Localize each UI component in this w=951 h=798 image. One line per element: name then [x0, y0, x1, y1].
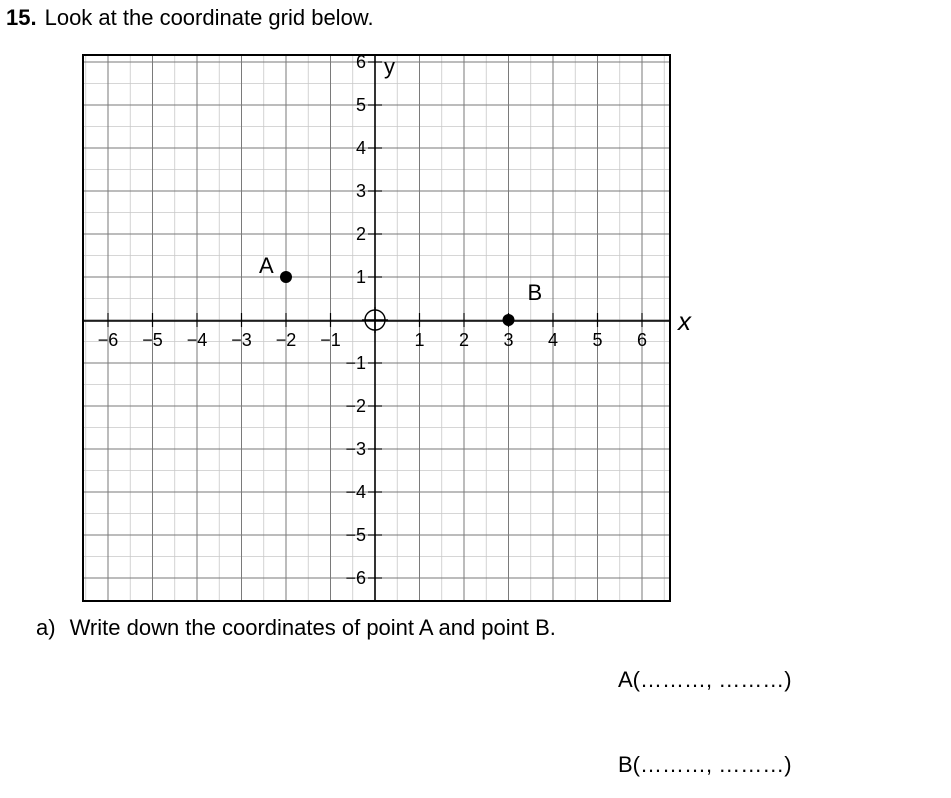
point-b	[503, 314, 515, 326]
answer-line-a[interactable]: A(………, ………)	[618, 667, 792, 692]
y-tick-label: −4	[345, 482, 366, 502]
y-tick-label: 2	[355, 224, 366, 244]
y-tick-label: 5	[355, 95, 366, 115]
x-tick-label: −4	[186, 330, 208, 350]
x-axis-label: x	[678, 306, 691, 336]
point-a	[280, 271, 292, 283]
y-tick-label: −6	[345, 568, 366, 588]
answer-line-b[interactable]: B(………, ………)	[618, 752, 792, 777]
x-tick-label: 3	[503, 330, 514, 350]
point-label-b: B	[527, 280, 543, 305]
y-tick-label: 1	[355, 267, 366, 287]
x-tick-label: −1	[320, 330, 341, 350]
y-tick-label: 4	[355, 138, 366, 158]
x-tick-label: −2	[275, 330, 297, 350]
x-tick-label: 6	[636, 330, 648, 350]
x-tick-label: 1	[414, 330, 425, 350]
y-tick-label: −2	[345, 396, 366, 416]
y-tick-label: 3	[355, 181, 366, 201]
grid-border	[83, 55, 670, 601]
x-tick-label: 4	[547, 330, 559, 350]
y-tick-label: −3	[345, 439, 366, 459]
point-label-a: A	[259, 253, 274, 278]
x-tick-label: 5	[592, 330, 603, 350]
part-a-label: a)	[36, 615, 56, 640]
y-axis-label: y	[384, 54, 395, 79]
part-a-text: Write down the coordinates of point A and point B.	[69, 615, 556, 640]
y-tick-label: −1	[345, 353, 366, 373]
part-a	[36, 614, 556, 642]
x-tick-label: −6	[97, 330, 119, 350]
origin-marker	[362, 307, 388, 333]
y-tick-label: 6	[355, 52, 366, 72]
question-prompt: Look at the coordinate grid below.	[44, 5, 374, 30]
y-tick-label: −5	[345, 525, 366, 545]
x-tick-label: −5	[142, 330, 163, 350]
x-tick-label: −3	[231, 330, 252, 350]
question-number: 15.	[6, 5, 37, 30]
x-tick-label: 2	[458, 330, 470, 350]
